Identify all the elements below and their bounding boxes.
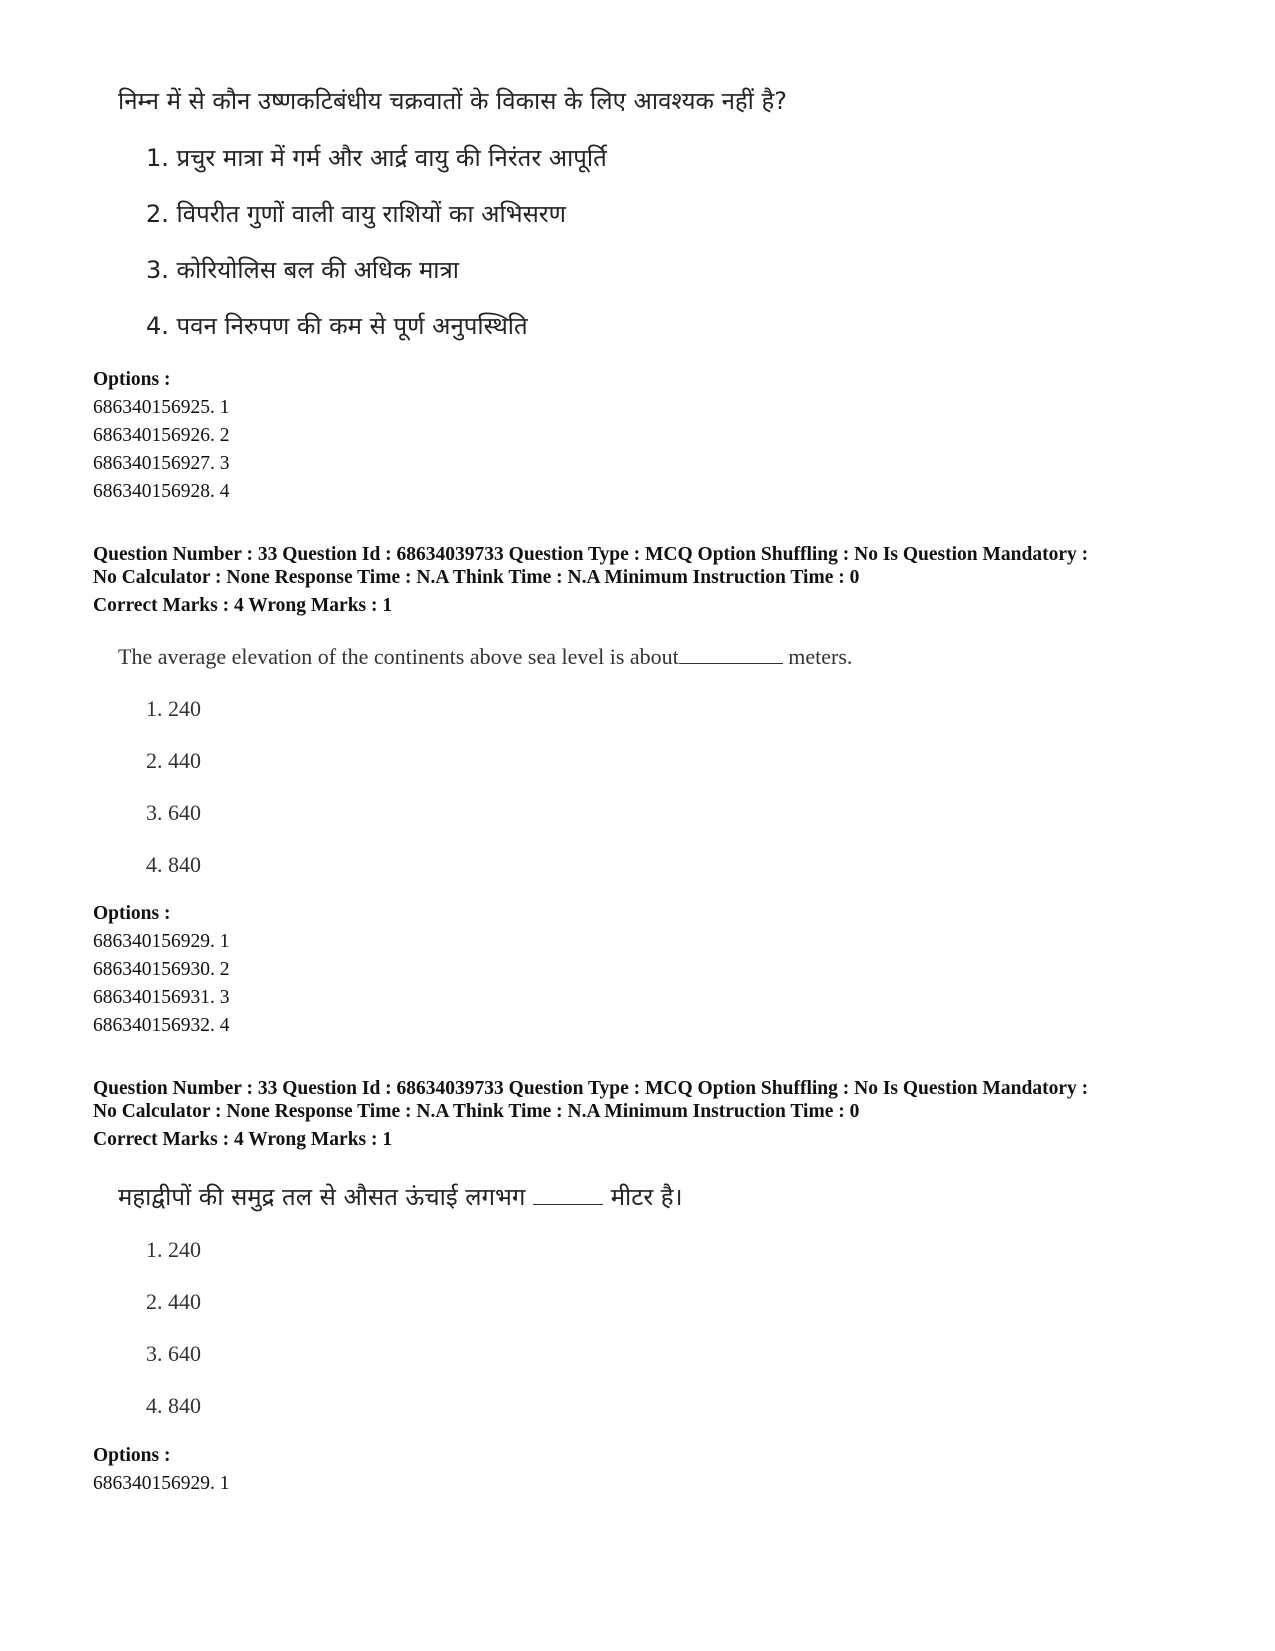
- answer-choice: 3. कोरियोलिस बल की अधिक मात्रा: [146, 256, 459, 284]
- option-id: 686340156931. 3: [93, 987, 230, 1008]
- answer-choice: 1. 240: [146, 696, 201, 721]
- answer-choice: 1. 240: [146, 1237, 201, 1262]
- option-id: 686340156929. 1: [93, 931, 230, 952]
- answer-choice: 4. 840: [146, 1393, 201, 1418]
- options-label: Options :: [93, 1445, 171, 1466]
- answer-choice: 3. 640: [146, 1341, 201, 1366]
- option-id: 686340156926. 2: [93, 425, 230, 446]
- question-text-start: महाद्वीपों की समुद्र तल से औसत ऊंचाई लगभग: [118, 1183, 534, 1211]
- option-id: 686340156928. 4: [93, 481, 230, 502]
- question-meta: No Calculator : None Response Time : N.A Think Time : N.A Minimum Instruction Time : 0: [93, 1101, 860, 1122]
- question-text-end: मीटर है।: [603, 1183, 683, 1211]
- options-label: Options :: [93, 903, 171, 924]
- answer-choice: 3. 640: [146, 800, 201, 825]
- question-meta: Question Number : 33 Question Id : 68634039733 Question Type : MCQ Option Shuffling : No Is Question Mandatory :: [93, 1078, 1089, 1099]
- option-id: 686340156930. 2: [93, 959, 230, 980]
- answer-choice: 2. 440: [146, 1289, 201, 1314]
- answer-choice: 4. 840: [146, 852, 201, 877]
- fill-blank: [679, 645, 783, 664]
- question-text-end: meters.: [782, 644, 853, 669]
- question-marks: Correct Marks : 4 Wrong Marks : 1: [93, 595, 393, 616]
- options-label: Options :: [93, 369, 171, 390]
- question-meta: No Calculator : None Response Time : N.A Think Time : N.A Minimum Instruction Time : 0: [93, 567, 860, 588]
- question-marks: Correct Marks : 4 Wrong Marks : 1: [93, 1129, 393, 1150]
- option-id: 686340156929. 1: [93, 1473, 230, 1494]
- answer-choice: 2. 440: [146, 748, 201, 773]
- question-text: [118, 644, 852, 670]
- fill-blank: [533, 1186, 603, 1205]
- option-id: 686340156925. 1: [93, 397, 230, 418]
- answer-choice: 4. पवन निरुपण की कम से पूर्ण अनुपस्थिति: [146, 312, 528, 340]
- question-text: निम्न में से कौन उष्णकटिबंधीय चक्रवातों के विकास के लिए आवश्यक नहीं है?: [118, 87, 787, 115]
- question-text-start: The average elevation of the continents above sea level is about: [118, 644, 679, 669]
- question-meta: Question Number : 33 Question Id : 68634039733 Question Type : MCQ Option Shuffling : No Is Question Mandatory :: [93, 544, 1089, 565]
- question-text: [118, 1180, 683, 1213]
- option-id: 686340156927. 3: [93, 453, 230, 474]
- option-id: 686340156932. 4: [93, 1015, 230, 1036]
- answer-choice: 2. विपरीत गुणों वाली वायु राशियों का अभिसरण: [146, 200, 566, 228]
- answer-choice: 1. प्रचुर मात्रा में गर्म और आर्द्र वायु की निरंतर आपूर्ति: [146, 144, 607, 172]
